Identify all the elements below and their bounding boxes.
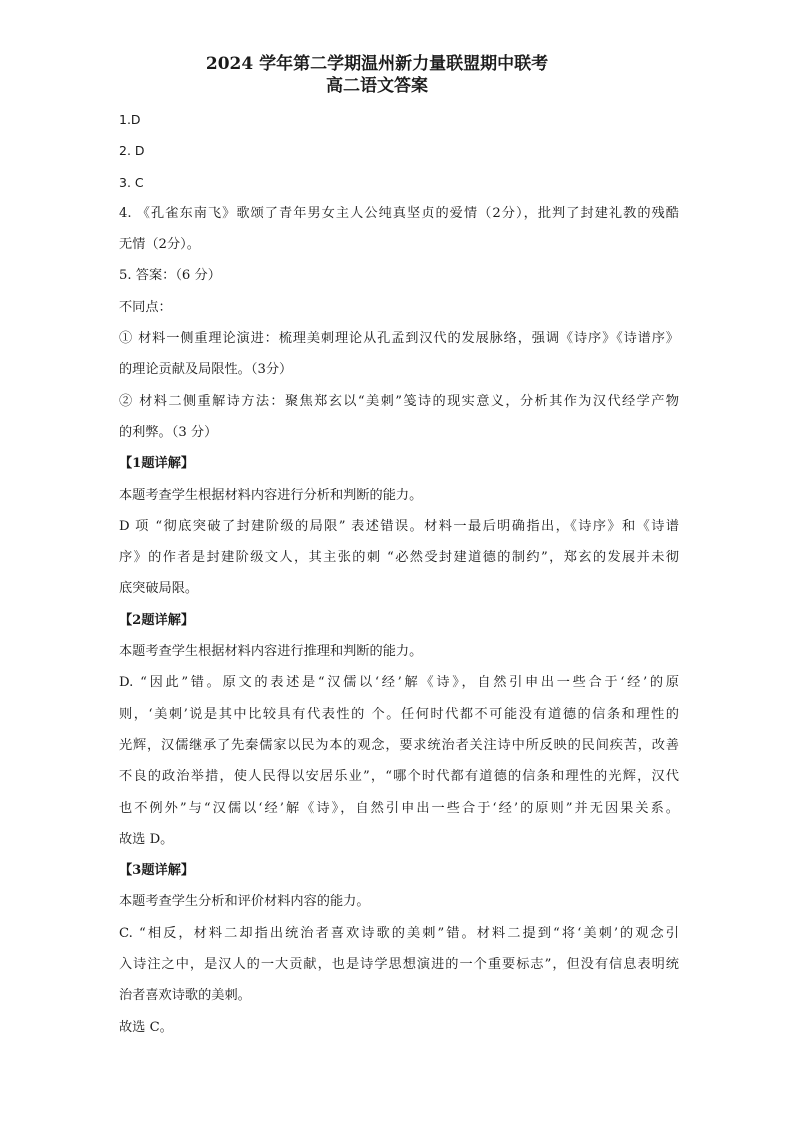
- answer-q4-line: 4. 《孔雀东南飞》歌颂了青年男女主人公纯真坚贞的爱情（2分），批判了封建礼教的残酷: [119, 205, 679, 221]
- answer-q5-point2-line: ② 材料二侧重解诗方法：聚焦郑玄以“美刺”笺诗的现实意义，分析其作为汉代经学产物: [119, 393, 679, 409]
- explanation-1-line: 底突破局限。: [119, 581, 199, 597]
- answer-q4-line: 无情（2分）。: [119, 237, 200, 253]
- explanation-2-line: 则，‘美刺’说是其中比较具有代表性的 个。任何时代都不可能没有道德的信条和理性的: [119, 706, 679, 722]
- explanation-1-line: 序》的作者是封建阶级文人，其主张的刺 “必然受封建道德的制约”，郑玄的发展并未彻: [119, 550, 679, 566]
- explanation-2-line: 不良的政治举措，使人民得以安居乐业”，“哪个时代都有道德的信条和理性的光辉，汉代: [119, 769, 679, 785]
- explanation-2-line: D. “因此”错。原文的表述是“汉儒以‘经’解《诗》，自然引申出一些合于‘经’的原: [119, 675, 679, 691]
- explanation-3-line: 治者喜欢诗歌的美刺。: [119, 988, 251, 1004]
- explanation-2-line: 也不例外”与“汉儒以‘经’解《诗》，自然引申出一些合于‘经’的原则”并无因果关系。: [119, 800, 679, 816]
- answer-q5-title: 5. 答案：（6 分）: [119, 268, 221, 284]
- explanation-1-line: D 项 “彻底突破了封建阶级的局限” 表述错误。材料一最后明确指出，《诗序》和《诗谱: [119, 518, 679, 534]
- explanation-2-line: 光辉，汉儒继承了先秦儒家以民为本的观念，要求统治者关注诗中所反映的民间疾苦，改善: [119, 737, 679, 753]
- explanation-2-heading: 【2题详解】: [119, 612, 195, 628]
- answer-q5-point1-line: 的理论贡献及局限性。（3分）: [119, 362, 293, 378]
- answer-q5-point1-line: ① 材料一侧重理论演进：梳理美刺理论从孔孟到汉代的发展脉络，强调《诗序》《诗谱序》: [119, 331, 679, 347]
- exam-title: 2024 学年第二学期温州新力量联盟期中联考: [205, 54, 549, 74]
- explanation-3-heading: 【3题详解】: [119, 863, 195, 879]
- explanation-3-conclusion: 故选 C。: [119, 1019, 173, 1035]
- explanation-2-conclusion: 故选 D。: [119, 831, 174, 847]
- answer-q2: 2. D: [119, 143, 145, 159]
- answer-q1: 1.D: [119, 112, 141, 127]
- explanation-3-line: 入诗注之中，是汉人的一大贡献，也是诗学思想演进的一个重要标志”，但没有信息表明统: [119, 957, 679, 973]
- explanation-1-intro: 本题考查学生根据材料内容进行分析和判断的能力。: [119, 487, 423, 503]
- explanation-3-intro: 本题考查学生分析和评价材料内容的能力。: [119, 894, 370, 910]
- answer-q5-subtitle: 不同点：: [119, 299, 172, 315]
- answer-q5-point2-line: 的利弊。（3 分）: [119, 424, 218, 440]
- explanation-2-intro: 本题考查学生根据材料内容进行推理和判断的能力。: [119, 644, 423, 660]
- answer-content: [119, 104, 679, 1043]
- answer-key-title: 高二语文答案: [326, 76, 428, 96]
- answer-q3: 3. C: [119, 174, 144, 190]
- explanation-3-line: C. “相反，材料二却指出统治者喜欢诗歌的美刺”错。材料二提到“将‘美刺’的观念引: [119, 925, 679, 941]
- explanation-1-heading: 【1题详解】: [119, 456, 195, 472]
